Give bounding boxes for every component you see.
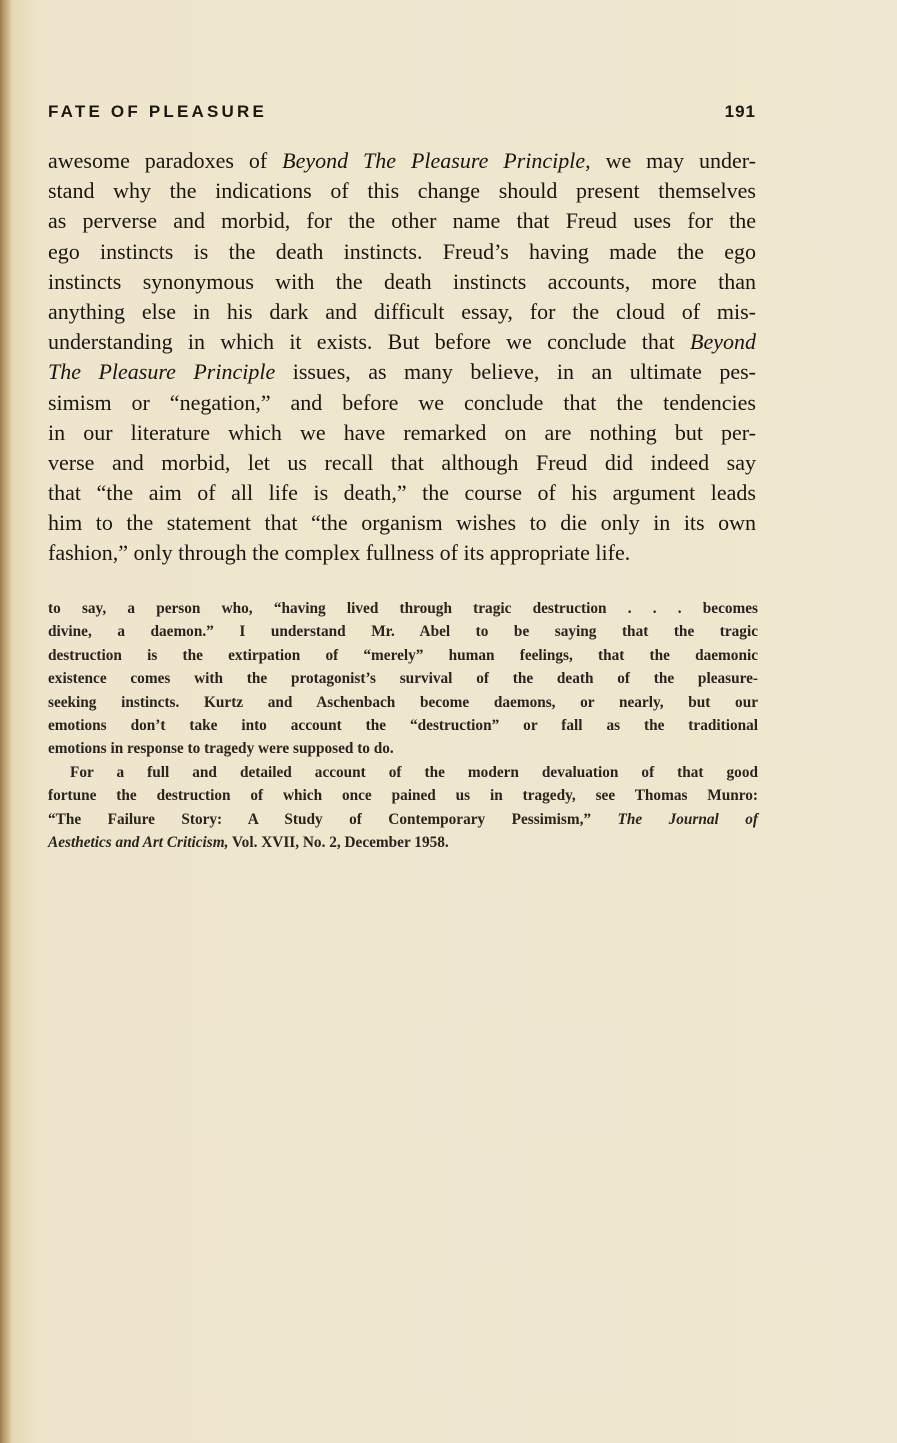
- text-run: Vol. XVII, No. 2, December 1958.: [228, 833, 449, 851]
- footnote-line: [48, 761, 758, 784]
- footnote-line: [48, 667, 758, 690]
- text-run: existence comes with the protagonist’s survival of the death of the pleasure-: [48, 670, 758, 688]
- text-run: stand why the indications of this change should present themselves: [48, 178, 756, 204]
- text-run: ego instincts is the death instincts. Freud’s having made the ego: [48, 238, 756, 264]
- page-number: 191: [724, 102, 756, 121]
- text-run: understanding in which it exists. But before we conclude that: [48, 329, 691, 355]
- text-run: him to the statement that “the organism wishes to die only in its own: [48, 510, 756, 536]
- running-header: [48, 102, 756, 126]
- text-line: [48, 176, 756, 206]
- text-line: [48, 357, 756, 387]
- text-line: [48, 267, 756, 297]
- footnote-line: [48, 831, 758, 854]
- footnote-line: [48, 808, 758, 831]
- footnote-line: [48, 784, 758, 807]
- text-run: we may under-: [590, 148, 756, 173]
- italic-title-text: Aesthetics and Art Criticism,: [48, 833, 229, 851]
- text-line: [48, 297, 756, 327]
- footnote-line: [48, 644, 758, 667]
- text-run: emotions in response to tragedy were supposed to do.: [48, 740, 394, 758]
- text-line: [48, 146, 756, 176]
- text-run: seeking instincts. Kurtz and Aschenbach become daemons, or nearly, but our: [48, 693, 758, 711]
- text-line: [48, 418, 756, 448]
- text-run: emotions don’t take into account the “destruction” or fall as the traditional: [48, 716, 758, 734]
- text-line: [48, 206, 756, 236]
- italic-title-text: The Pleasure Principle: [48, 359, 276, 385]
- italic-title-text: Beyond: [690, 329, 756, 355]
- italic-title-text: The Journal of: [617, 810, 758, 828]
- text-run: as perverse and morbid, for the other name that Freud uses for the: [48, 208, 756, 234]
- italic-title-text: Beyond The Pleasure Principle,: [282, 148, 591, 173]
- text-run: issues, as many believe, in an ultimate pes-: [275, 359, 756, 385]
- text-run: instincts synonymous with the death instincts accounts, more than: [48, 268, 756, 294]
- footnote-block: [48, 597, 758, 854]
- text-run: verse and morbid, let us recall that although Freud did indeed say: [48, 449, 756, 475]
- footnote-line: [48, 691, 758, 714]
- text-run: to say, a person who, “having lived through tragic destruction . . . becomes: [48, 600, 758, 617]
- footnote-line: [48, 714, 758, 737]
- footnote-line: [48, 620, 758, 643]
- text-run: For a full and detailed account of the modern devaluation of that good: [70, 763, 758, 781]
- text-line: [48, 237, 756, 267]
- page-spine-shadow: [0, 0, 12, 1443]
- text-line: [48, 327, 756, 357]
- text-run: that “the aim of all life is death,” the course of his argument leads: [48, 480, 756, 506]
- text-run: anything else in his dark and difficult essay, for the cloud of mis-: [48, 298, 756, 324]
- text-line: [48, 538, 756, 568]
- text-run: divine, a daemon.” I understand Mr. Abel to be saying that the tragic: [48, 623, 758, 641]
- main-paragraph: [48, 146, 756, 569]
- text-line: [48, 478, 756, 508]
- text-run: fortune the destruction of which once pained us in tragedy, see Thomas Munro:: [48, 787, 758, 805]
- text-run: simism or “negation,” and before we conclude that the tendencies: [48, 389, 756, 415]
- text-run: awesome paradoxes of: [48, 148, 283, 173]
- footnote-line: [48, 737, 758, 760]
- text-run: in our literature which we have remarked on are nothing but per-: [48, 419, 756, 445]
- text-line: [48, 388, 756, 418]
- text-run: “The Failure Story: A Study of Contemporary Pessimism,”: [48, 810, 618, 828]
- text-run: fashion,” only through the complex fullness of its appropriate life.: [48, 540, 631, 566]
- running-title: FATE OF PLEASURE: [48, 102, 268, 121]
- footnote-line: [48, 597, 758, 620]
- text-line: [48, 448, 756, 478]
- text-run: destruction is the extirpation of “merely” human feelings, that the daemonic: [48, 646, 758, 664]
- text-line: [48, 508, 756, 538]
